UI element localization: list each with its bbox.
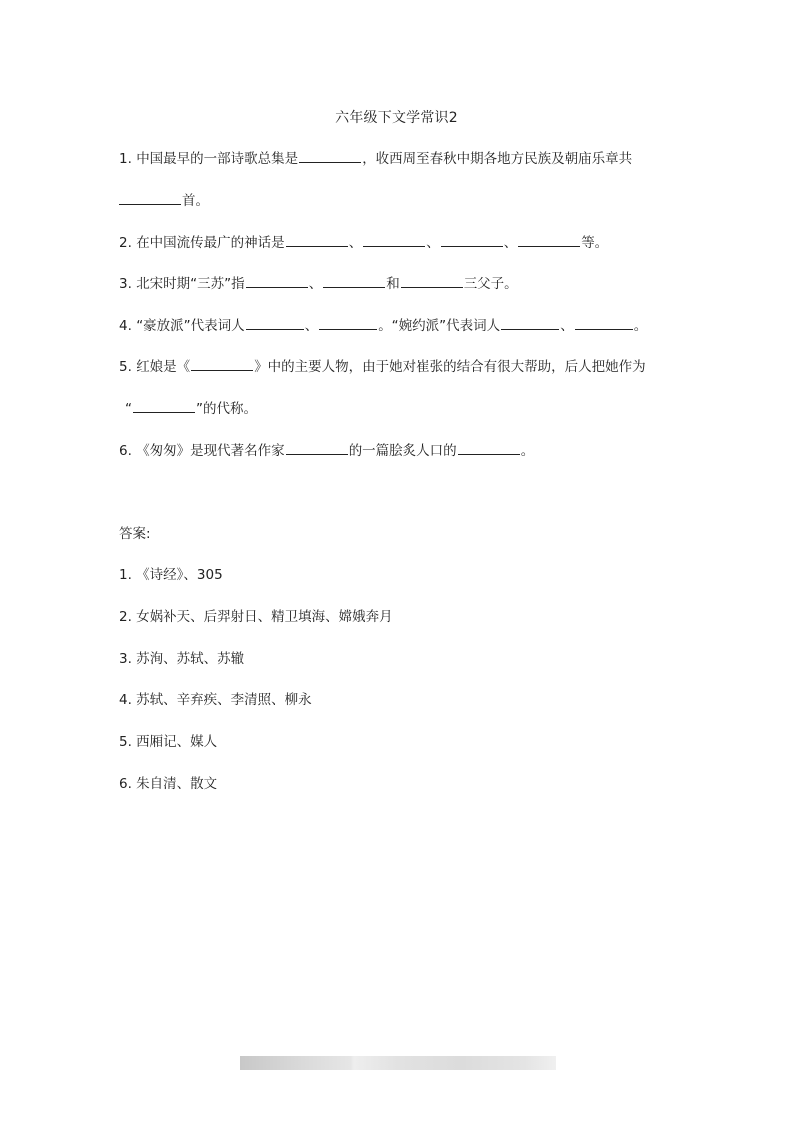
answer-blank[interactable] bbox=[119, 191, 181, 205]
answer-blank[interactable] bbox=[458, 441, 520, 455]
question-text: 和 bbox=[386, 276, 400, 292]
answer-blank[interactable] bbox=[575, 316, 633, 330]
answer-blank[interactable] bbox=[286, 441, 348, 455]
question-text: 等。 bbox=[581, 235, 609, 251]
question-number: 4. bbox=[119, 318, 132, 334]
question-5-line-1 bbox=[119, 357, 646, 377]
separator: 、 bbox=[308, 276, 323, 292]
question-number: 6. bbox=[119, 443, 132, 459]
blurred-footer-watermark bbox=[240, 1056, 556, 1070]
answer-item: 5. 西厢记、媒人 bbox=[119, 734, 218, 750]
answer-blank[interactable] bbox=[501, 316, 559, 330]
question-5-line-2 bbox=[125, 399, 257, 419]
question-number: 5. bbox=[119, 359, 132, 375]
separator: 、 bbox=[304, 318, 319, 334]
question-text: 首。 bbox=[182, 193, 209, 209]
question-text: ”的代称。 bbox=[196, 401, 257, 417]
answer-item: 6. 朱自清、散文 bbox=[119, 776, 218, 792]
answer-blank[interactable] bbox=[246, 274, 308, 288]
question-4 bbox=[119, 316, 647, 336]
question-number: 2. bbox=[119, 235, 132, 251]
question-text: 三父子。 bbox=[463, 276, 518, 292]
answer-item: 2. 女娲补天、后羿射日、精卫填海、嫦娥奔月 bbox=[119, 609, 393, 625]
question-2 bbox=[119, 233, 608, 253]
question-text: 的一篇脍炙人口的 bbox=[348, 443, 457, 459]
separator: 、 bbox=[503, 235, 518, 251]
question-text: 《匆匆》是现代著名作家 bbox=[136, 443, 285, 459]
answer-item: 4. 苏轼、辛弃疾、李清照、柳永 bbox=[119, 692, 312, 708]
answer-blank[interactable] bbox=[401, 274, 463, 288]
question-text: 》中的主要人物，由于她对崔张的结合有很大帮助，后人把她作为 bbox=[254, 359, 646, 375]
answer-blank[interactable] bbox=[133, 399, 195, 413]
question-text: 中国最早的一部诗歌总集是 bbox=[136, 151, 299, 167]
answer-blank[interactable] bbox=[319, 316, 377, 330]
answer-blank[interactable] bbox=[246, 316, 304, 330]
separator: 、 bbox=[426, 235, 440, 251]
answer-blank[interactable] bbox=[323, 274, 385, 288]
question-3 bbox=[119, 274, 518, 294]
page-title: 六年级下文学常识2 bbox=[335, 110, 458, 126]
question-text: 在中国流传最广的神话是 bbox=[136, 235, 285, 251]
question-text: 。“婉约派”代表词人 bbox=[378, 318, 501, 334]
question-number: 1. bbox=[119, 151, 132, 167]
answers-heading: 答案: bbox=[119, 526, 151, 542]
question-text: 。 bbox=[633, 318, 648, 334]
question-text: “豪放派”代表词人 bbox=[136, 318, 245, 334]
separator: 、 bbox=[348, 235, 363, 251]
answer-blank[interactable] bbox=[518, 233, 580, 247]
question-1-line-1 bbox=[119, 149, 632, 169]
question-text: 。 bbox=[520, 443, 535, 459]
answer-blank[interactable] bbox=[286, 233, 348, 247]
question-6 bbox=[119, 441, 534, 461]
answer-item: 1. 《诗经》、305 bbox=[119, 567, 223, 583]
question-text: 红娘是《 bbox=[136, 359, 191, 375]
quote-mark: “ bbox=[125, 401, 132, 417]
answer-blank[interactable] bbox=[363, 233, 425, 247]
answer-blank[interactable] bbox=[299, 149, 361, 163]
question-text: 北宋时期“三苏”指 bbox=[136, 276, 245, 292]
answer-blank[interactable] bbox=[441, 233, 503, 247]
answer-blank[interactable] bbox=[191, 357, 253, 371]
question-1-line-2 bbox=[119, 191, 209, 211]
question-number: 3. bbox=[119, 276, 132, 292]
answer-item: 3. 苏洵、苏轼、苏辙 bbox=[119, 651, 245, 667]
separator: 、 bbox=[560, 318, 574, 334]
question-text: ，收西周至春秋中期各地方民族及朝庙乐章共 bbox=[362, 151, 633, 167]
